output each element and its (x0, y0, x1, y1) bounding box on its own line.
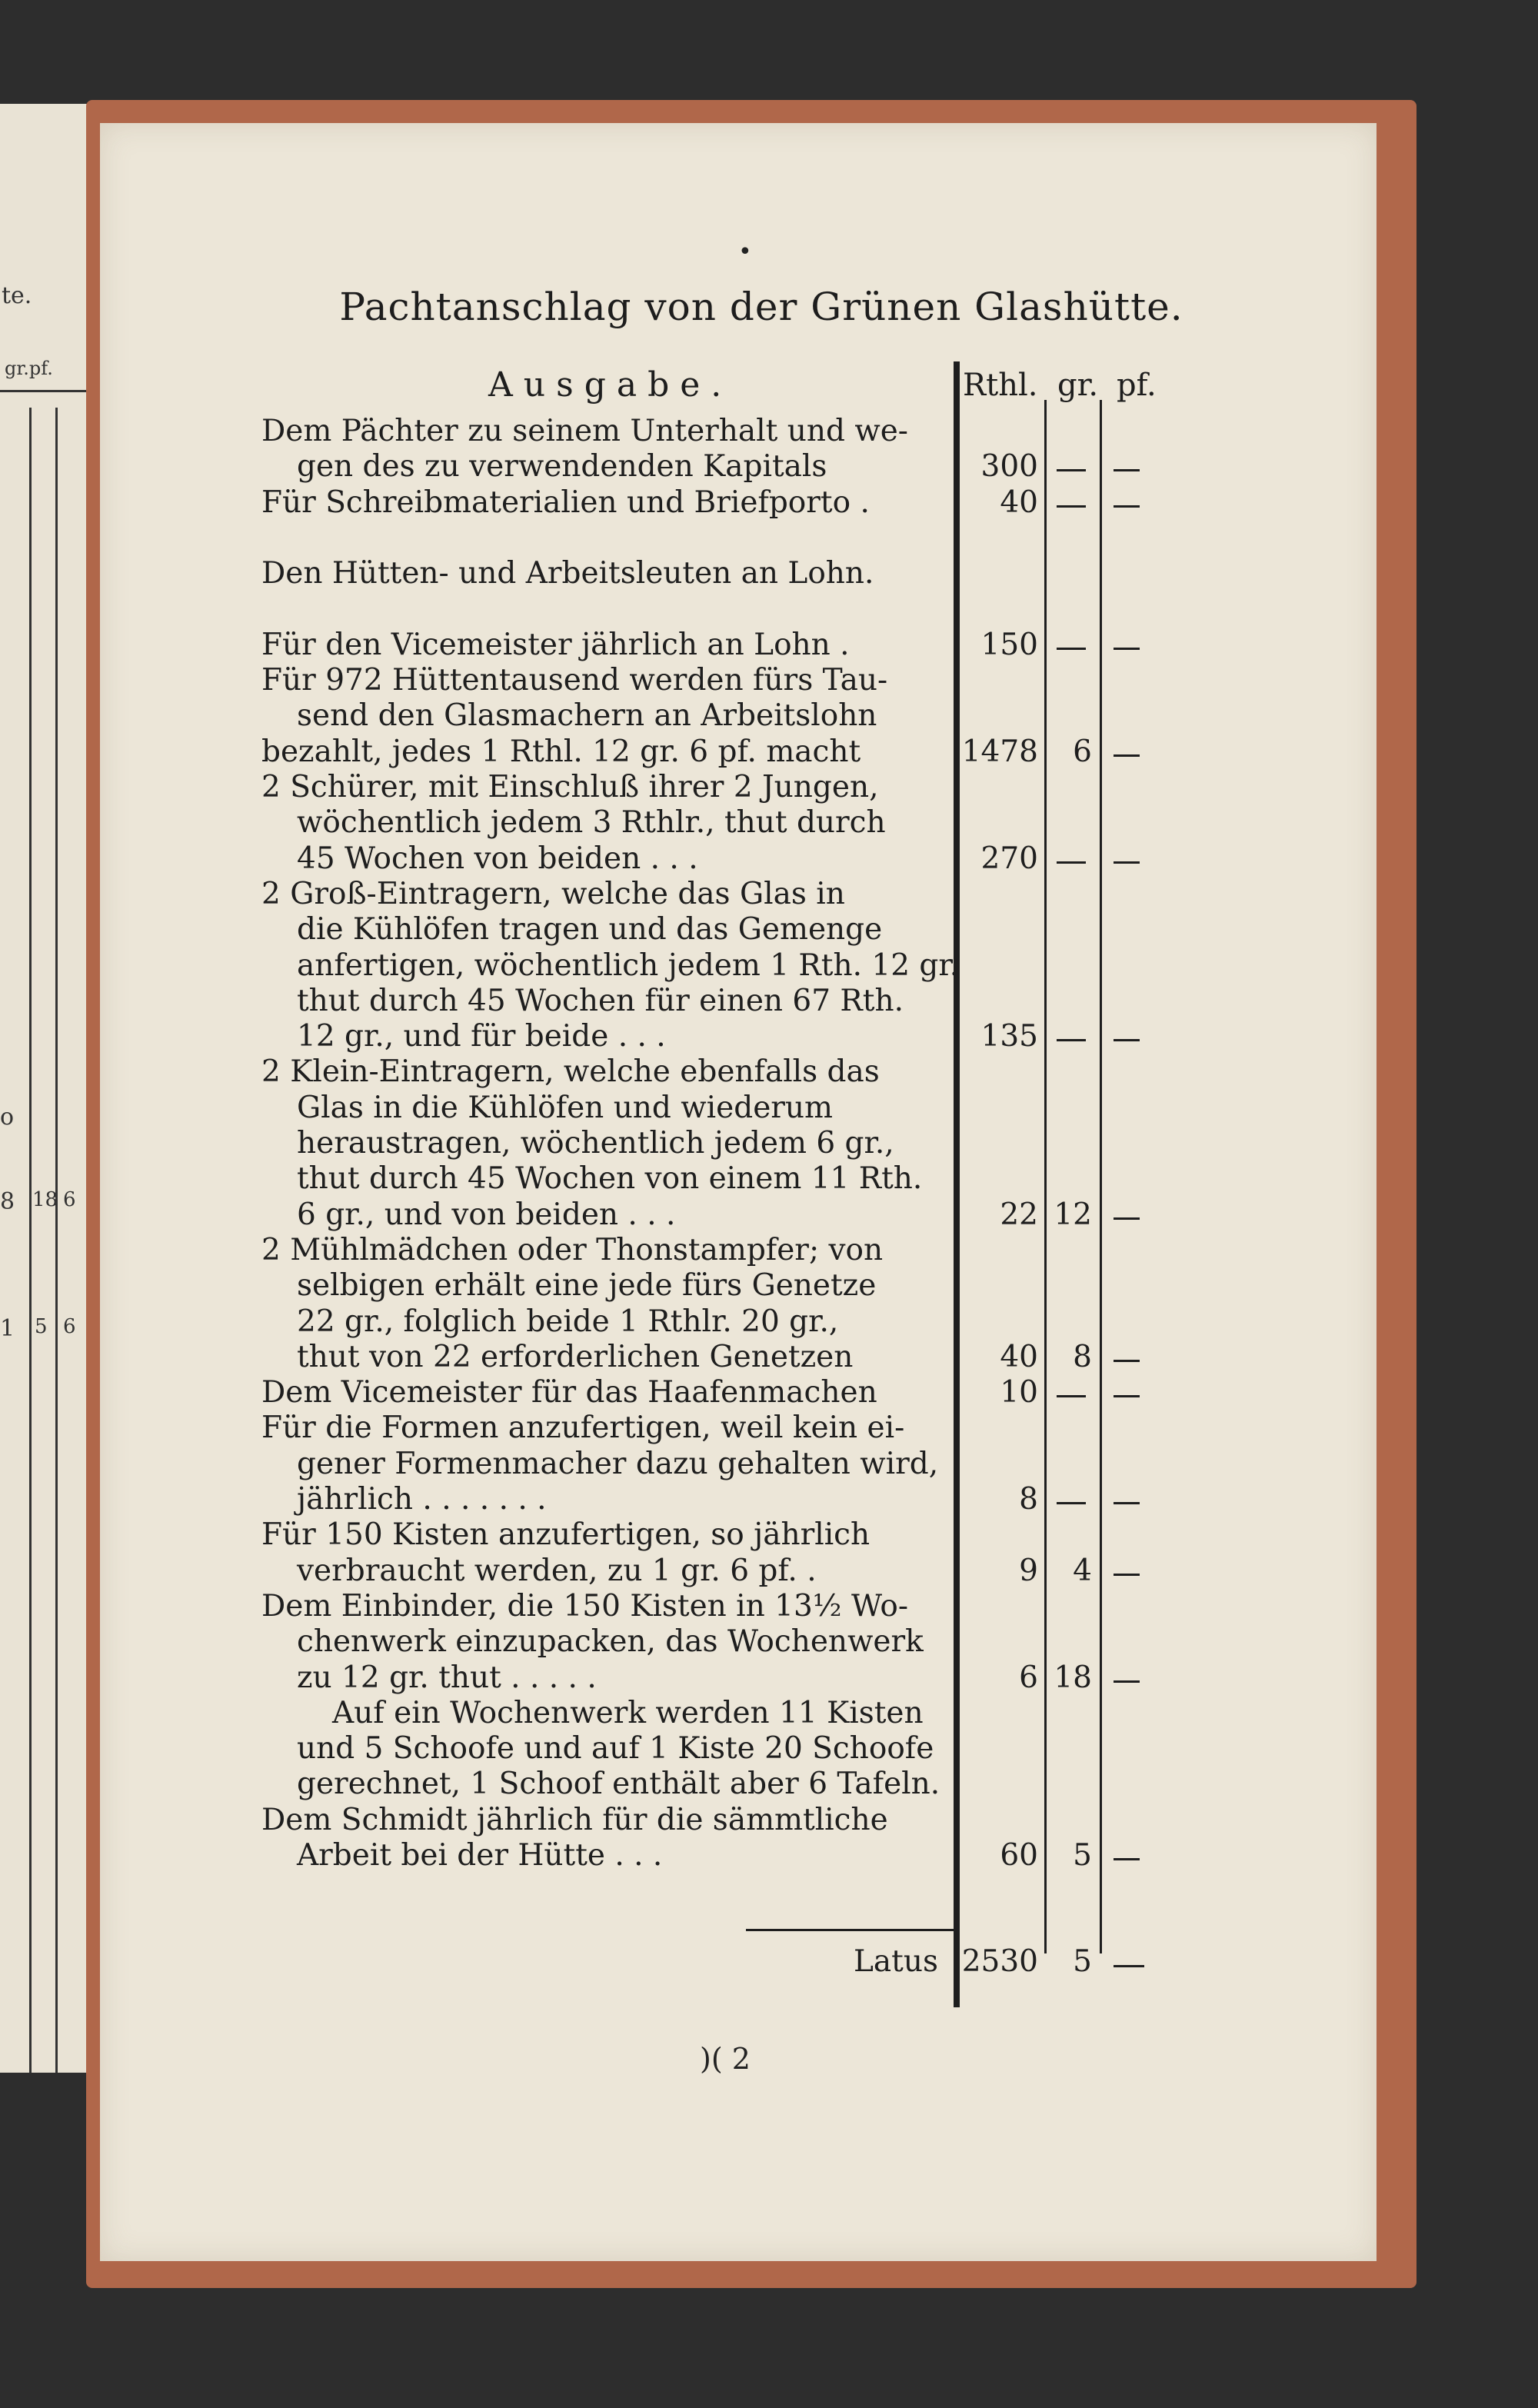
entry-text: 2 Schürer, mit Einschluß ihrer 2 Jungen, (261, 770, 879, 804)
amount-pf-dash (1114, 1360, 1140, 1362)
amount-gr: 8 (1073, 1340, 1092, 1374)
entry-text: gener Formenmacher dazu gehalten wird, (297, 1447, 939, 1481)
entry-text: verbraucht werden, zu 1 gr. 6 pf. . (297, 1554, 817, 1588)
left-fragment: gr.pf. (5, 358, 53, 379)
entry-text: Dem Einbinder, die 150 Kisten in 13½ Wo- (261, 1589, 909, 1624)
entry-text: Glas in die Kühlöfen und wiederum (297, 1091, 834, 1125)
amount-rthl: 22 (1000, 1197, 1038, 1232)
signature-mark: )( 2 (700, 2042, 751, 2076)
amount-rthl: 8 (1019, 1482, 1038, 1517)
amount-pf-dash (1114, 469, 1140, 471)
amount-gr-dash (1057, 648, 1086, 650)
page-title: Pachtanschlag von der Grünen Glashütte. (339, 285, 1183, 329)
entry-text: 6 gr., und von beiden . . . (297, 1197, 676, 1232)
amount-rthl: 40 (1000, 1340, 1038, 1374)
entry-text: 12 gr., und für beide . . . (297, 1019, 666, 1054)
amount-gr-dash (1057, 861, 1086, 864)
left-fragment: 8 (0, 1188, 15, 1215)
amount-pf-dash (1114, 754, 1140, 757)
amount-gr-dash (1057, 1039, 1086, 1041)
amount-gr: 4 (1073, 1554, 1092, 1588)
amount-rthl: 270 (980, 841, 1038, 876)
entry-text: heraustragen, wöchentlich jedem 6 gr., (297, 1126, 894, 1161)
left-fragment: 6 (63, 1315, 76, 1338)
entry-text: thut durch 45 Wochen von einem 11 Rth. (297, 1161, 923, 1196)
left-fragment: 6 (63, 1188, 76, 1211)
entry-text: Für die Formen anzufertigen, weil kein ei- (261, 1410, 905, 1445)
amount-pf-dash (1114, 1039, 1140, 1041)
left-rule (0, 390, 86, 392)
entry-text: die Kühlöfen tragen und das Gemenge (297, 912, 883, 947)
amount-gr-dash (1057, 1502, 1086, 1504)
amount-pf-dash (1114, 1680, 1140, 1683)
entry-text: 2 Mühlmädchen oder Thonstampfer; von (261, 1233, 884, 1267)
amount-gr: 5 (1073, 1838, 1092, 1873)
entry-text: wöchentlich jedem 3 Rthlr., thut durch (297, 805, 886, 840)
amount-rthl: 135 (980, 1019, 1038, 1054)
entry-text: thut durch 45 Wochen für einen 67 Rth. (297, 984, 904, 1018)
amount-rthl: 10 (1000, 1375, 1038, 1410)
amount-gr: 12 (1054, 1197, 1092, 1232)
entry-text: selbigen erhält eine jede fürs Genetze (297, 1268, 877, 1303)
amount-pf-dash (1114, 648, 1140, 650)
amount-gr: 6 (1073, 734, 1092, 769)
amount-rthl: 40 (1000, 485, 1038, 520)
amount-rthl: 300 (980, 449, 1038, 484)
column-header-pf: pf. (1117, 368, 1157, 403)
left-fragment: 5 (35, 1315, 48, 1338)
left-rule (55, 408, 58, 2073)
amount-gr-dash (1057, 1395, 1086, 1397)
latus-rthl: 2530 (961, 1944, 1038, 1979)
amount-pf-dash (1114, 1574, 1140, 1576)
amount-pf-dash (1114, 1395, 1140, 1397)
amount-gr: 18 (1054, 1660, 1092, 1695)
amount-pf-dash (1114, 1217, 1140, 1220)
amount-gr-dash (1057, 469, 1086, 471)
column-header-rthl: Rthl. (963, 368, 1038, 403)
entry-text: und 5 Schoofe und auf 1 Kiste 20 Schoofe (297, 1731, 934, 1766)
latus-rule (746, 1929, 954, 1931)
entry-text: gen des zu verwendenden Kapitals (297, 449, 827, 484)
amount-pf-dash (1114, 1858, 1140, 1860)
amount-pf-dash (1114, 505, 1140, 508)
left-fragment: o (0, 1104, 15, 1131)
entry-text: jährlich . . . . . . . (297, 1482, 547, 1517)
entry-text: 2 Groß-Eintragern, welche das Glas in (261, 877, 845, 911)
entry-text: anfertigen, wöchentlich jedem 1 Rth. 12 gr. (297, 948, 960, 983)
entry-text: Dem Vicemeister für das Haafenmachen (261, 1375, 877, 1410)
entry-text: send den Glasmachern an Arbeitslohn (297, 698, 877, 733)
sheet-mark: • (738, 238, 752, 265)
entry-text: thut von 22 erforderlichen Genetzen (297, 1340, 854, 1374)
left-page-edge (0, 104, 91, 2073)
section-title: Ausgabe. (488, 365, 733, 405)
entry-text: Dem Schmidt jährlich für die sämmtliche (261, 1803, 888, 1837)
amount-rthl: 1478 (961, 734, 1038, 769)
left-fragment: 1 (0, 1315, 15, 1342)
left-rule (29, 408, 32, 2073)
entry-text: Den Hütten- und Arbeitsleuten an Lohn. (261, 556, 874, 591)
latus-label: Latus (854, 1944, 938, 1979)
entry-text: chenwerk einzupacken, das Wochenwerk (297, 1624, 924, 1659)
amount-rthl: 9 (1019, 1554, 1038, 1588)
entry-text: zu 12 gr. thut . . . . . (297, 1660, 597, 1695)
entry-text: bezahlt, jedes 1 Rthl. 12 gr. 6 pf. macht (261, 734, 861, 769)
amount-pf-dash (1114, 1502, 1140, 1504)
entry-text: gerechnet, 1 Schoof enthält aber 6 Tafeln. (297, 1767, 940, 1801)
entry-text: Arbeit bei der Hütte . . . (297, 1838, 663, 1873)
column-header-gr: gr. (1057, 368, 1099, 403)
left-fragment: 18 (32, 1188, 58, 1211)
document-page (100, 123, 1377, 2261)
amount-rthl: 150 (980, 628, 1038, 662)
entry-text: 45 Wochen von beiden . . . (297, 841, 698, 876)
entry-text: Auf ein Wochenwerk werden 11 Kisten (332, 1696, 924, 1730)
amount-pf-dash (1114, 861, 1140, 864)
entry-text: Für 150 Kisten anzufertigen, so jährlich (261, 1517, 871, 1552)
amount-rthl: 60 (1000, 1838, 1038, 1873)
entry-text: Für Schreibmaterialien und Briefporto . (261, 485, 870, 520)
left-fragment: te. (2, 282, 32, 309)
entry-text: Für 972 Hüttentausend werden fürs Tau- (261, 663, 888, 698)
amount-gr-dash (1057, 505, 1086, 508)
page-content (100, 123, 1377, 2261)
amount-rthl: 6 (1019, 1660, 1038, 1695)
latus-gr: 5 (1073, 1944, 1092, 1979)
latus-pf-dash (1114, 1965, 1144, 1967)
entry-text: Dem Pächter zu seinem Unterhalt und we- (261, 414, 908, 448)
entry-text: Für den Vicemeister jährlich an Lohn . (261, 628, 850, 662)
entry-text: 22 gr., folglich beide 1 Rthlr. 20 gr., (297, 1304, 839, 1339)
entry-text: 2 Klein-Eintragern, welche ebenfalls das (261, 1054, 880, 1089)
